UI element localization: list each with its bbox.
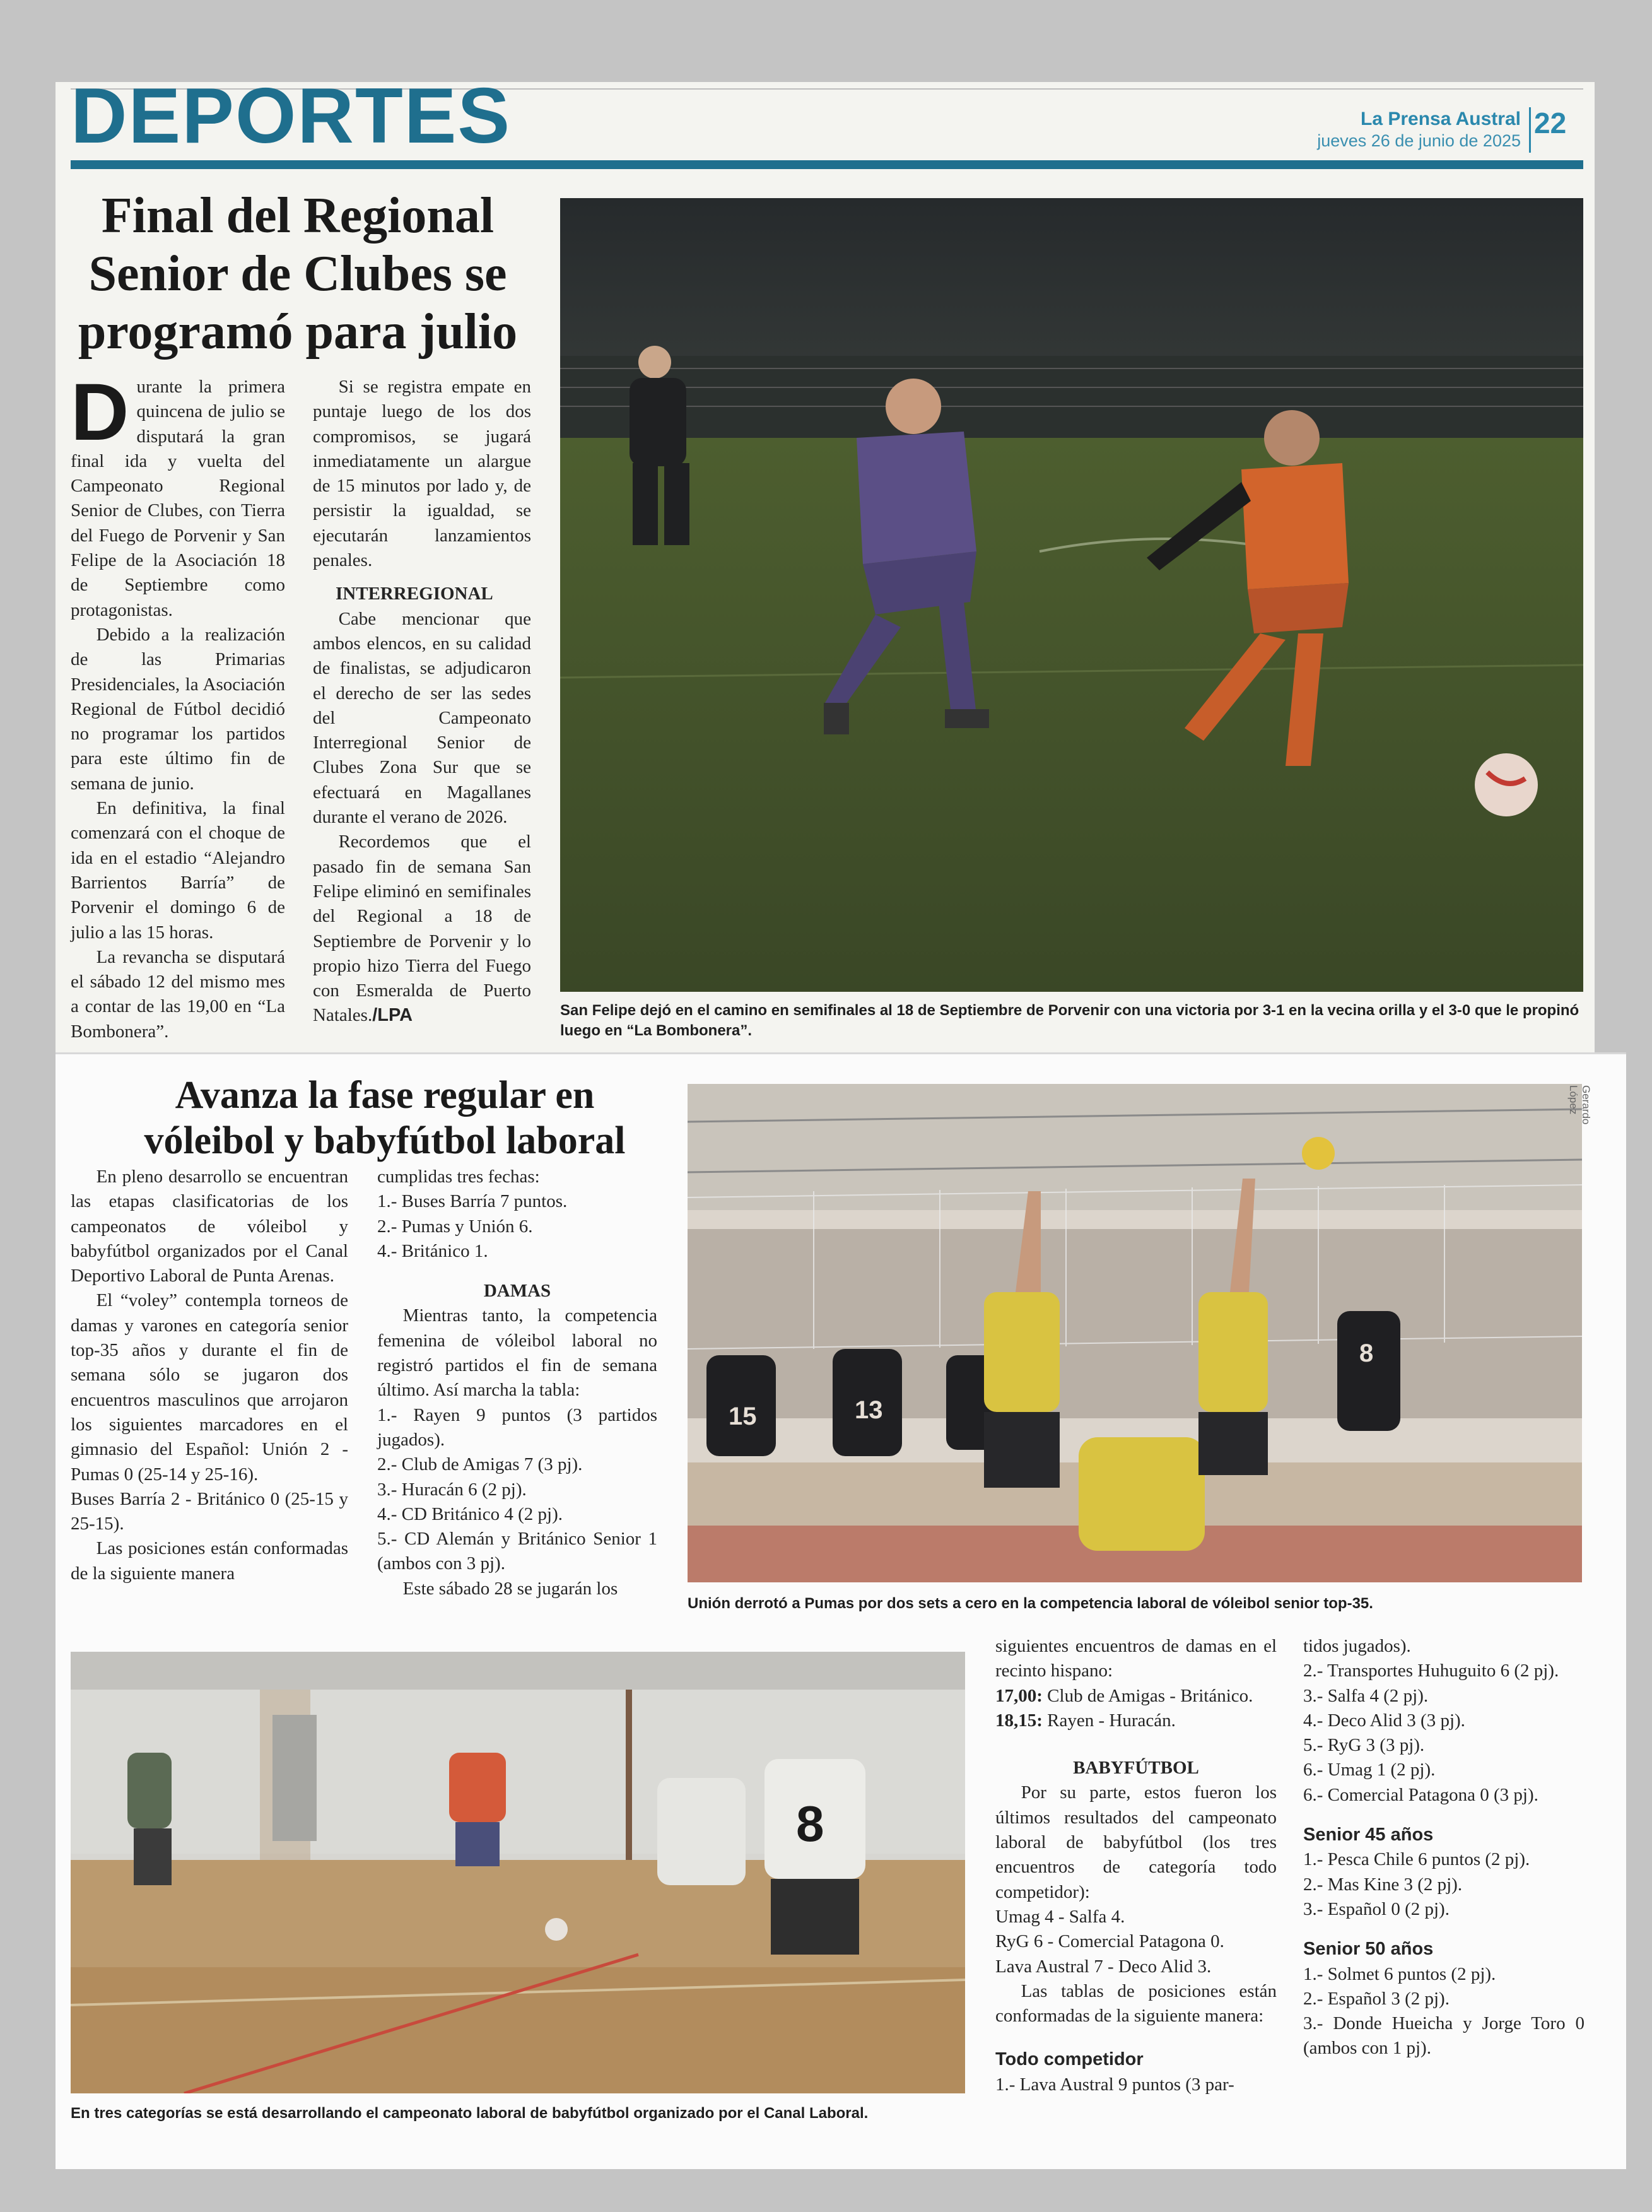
article2-paragraph: En pleno desarrollo se encuentran las etapas clasificatorias de los campeonatos de vóleibol y babyfútbol organizados por el Canal Deportivo Laboral de Punta Arenas. — [71, 1167, 348, 1286]
article2-column4 — [1303, 1634, 1585, 2061]
newspaper-name: La Prensa Austral — [1361, 109, 1521, 129]
article2-paragraph: Por su parte, estos fueron los últimos resultados del campeonato laboral de babyfútbol (los tres encuentros de categoría todo competidor): — [995, 1782, 1277, 1902]
futsal-photo — [71, 1652, 965, 2093]
article1-column1 — [71, 367, 285, 1044]
standings-item: 2.- Transportes Huhuguito 6 (2 pj). — [1303, 1661, 1559, 1681]
article2-paragraph: Las posiciones están conformadas de la siguiente manera — [71, 1538, 348, 1584]
standings-item: 1.- Buses Barría 7 puntos. — [377, 1191, 568, 1212]
article2-column3 — [995, 1634, 1277, 2097]
category-heading: Senior 50 años — [1303, 1939, 1434, 1960]
author-signature: /LPA — [372, 1005, 413, 1026]
futsal-caption: En tres categorías se está desarrollando el campeonato laboral de babyfútbol organizado por el Canal Laboral. — [71, 2105, 869, 2122]
fixture-item — [995, 1684, 1277, 1709]
article2-column1 — [71, 1165, 348, 1586]
standings-item: 3.- Donde Hueicha y Jorge Toro 0 (ambos con 1 pj). — [1303, 2013, 1585, 2059]
result-item: Umag 4 - Salfa 4. — [995, 1906, 1125, 1927]
headline-line: vóleibol y babyfútbol laboral — [144, 1119, 626, 1162]
standings-item: 3.- Huracán 6 (2 pj). — [377, 1479, 527, 1500]
standings-item: 2.- Club de Amigas 7 (3 pj). — [377, 1454, 583, 1475]
result-item: RyG 6 - Comercial Patagona 0. — [995, 1931, 1224, 1952]
article1-paragraph: En definitiva, la final comenzará con el choque de ida en el estadio “Alejandro Barrientos Barría” de Porvenir el domingo 6 de julio a las 15 horas. — [71, 798, 285, 943]
article2-paragraph: Mientras tanto, la competencia femenina de vóleibol laboral no registró partidos el fin de semana último. Así marcha la tabla: — [377, 1305, 657, 1401]
standings-item: 5.- CD Alemán y Británico Senior 1 (ambos con 3 pj). — [377, 1529, 657, 1574]
soccer-photo — [560, 198, 1583, 992]
volleyball-caption: Unión derrotó a Pumas por dos sets a cero en la competencia laboral de vóleibol senior top-35. — [688, 1595, 1373, 1612]
standings-item: 2.- Mas Kine 3 (2 pj). — [1303, 1874, 1463, 1895]
standings-item: 1.- Rayen 9 puntos (3 partidos jugados). — [377, 1404, 657, 1450]
paragraph-text: Recordemos que el pasado fin de semana San Felipe eliminó en semifinales del Regional a 18 de Septiembre de Porvenir y lo propio hizo Tierra del Fuego con Esmeralda de Puerto Natales. — [313, 832, 531, 1026]
article1-paragraph: La revancha se disputará el sábado 12 del mismo mes a contar de las 19,00 en “La Bombonera”. — [71, 946, 285, 1042]
article2-column2 — [377, 1165, 657, 1601]
headline-line: Avanza la fase regular en — [175, 1074, 595, 1117]
fixture-item — [995, 1709, 1277, 1733]
article2-paragraph: Las tablas de posiciones están conformadas de la siguiente manera: — [995, 1980, 1277, 2027]
article1-subhead: INTERREGIONAL — [336, 584, 493, 604]
fixture-match: Rayen - Huracán. — [1047, 1710, 1176, 1731]
article1-paragraph: Debido a la realización de las Primarias Presidenciales, la Asociación Regional de Fútbol decidió no programar los partidos para este último fin de semana de junio. — [71, 624, 285, 794]
section-title: DEPORTES — [71, 73, 512, 160]
headline-line: programó para julio — [78, 304, 518, 360]
standings-item: 4.- CD Británico 4 (2 pj). — [377, 1503, 563, 1524]
article1-paragraph — [71, 367, 285, 623]
standings-item: 3.- Español 0 (2 pj). — [1303, 1898, 1450, 1919]
svg-text:8: 8 — [796, 1796, 824, 1852]
standings-item: 2.- Español 3 (2 pj). — [1303, 1988, 1450, 2009]
babyfutbol-subhead: BABYFÚTBOL — [1073, 1758, 1199, 1779]
article2-paragraph: El “voley” contempla torneos de damas y varones en categoría senior top-35 años y durante el fin de semana sólo se jugaron dos encuentros masculinos que arrojaron los siguientes marcadores en el gimnasio del Español: Unión 2 - Pumas 0 (25-14 y 25-16). — [71, 1290, 348, 1485]
article1-headline — [71, 187, 525, 361]
article1-paragraph: Cabe mencionar que ambos elencos, en su calidad de finalistas, se adjudicaron el derecho de ser las sedes del Campeonato Interregional Senior de Clubes Zona Sur que se efectuará en Magallanes durante el verano de 2026. — [313, 608, 531, 828]
standings-item: 3.- Salfa 4 (2 pj). — [1303, 1685, 1429, 1706]
result-item: Lava Austral 7 - Deco Alid 3. — [995, 1956, 1212, 1977]
standings-item: 6.- Umag 1 (2 pj). — [1303, 1760, 1436, 1780]
standings-item: 4.- Deco Alid 3 (3 pj). — [1303, 1710, 1465, 1731]
publication-date: jueves 26 de junio de 2025 — [1317, 131, 1521, 150]
article2-paragraph: cumplidas tres fechas: — [377, 1167, 540, 1187]
headline-line: Final del Regional — [101, 188, 495, 244]
photo-credit: Gerardo López — [1567, 1085, 1592, 1125]
svg-text:15: 15 — [729, 1403, 757, 1430]
article1-paragraph — [313, 830, 531, 1028]
header-rule — [71, 160, 1583, 169]
standings-item: 5.- RyG 3 (3 pj). — [1303, 1735, 1425, 1756]
standings-item: 2.- Pumas y Unión 6. — [377, 1216, 533, 1237]
standings-item: 1.- Lava Austral 9 puntos (3 par- — [995, 2074, 1234, 2095]
category-heading: Senior 45 años — [1303, 1825, 1434, 1845]
headline-line: Senior de Clubes se — [88, 246, 507, 302]
standings-item: 1.- Pesca Chile 6 puntos (2 pj). — [1303, 1849, 1530, 1870]
svg-text:13: 13 — [855, 1396, 883, 1424]
fixture-time: 18,15: — [995, 1710, 1043, 1731]
standings-item: 6.- Comercial Patagona 0 (3 pj). — [1303, 1784, 1538, 1805]
category-heading: Todo competidor — [995, 2049, 1144, 2070]
article2-paragraph: Buses Barría 2 - Británico 0 (25-15 y 25-15). — [71, 1488, 348, 1534]
svg-text:8: 8 — [1359, 1339, 1374, 1367]
standings-item: tidos jugados). — [1303, 1636, 1411, 1656]
article1-column2 — [313, 375, 531, 1028]
header-divider — [1529, 107, 1531, 153]
fixture-time: 17,00: — [995, 1685, 1043, 1706]
article2-paragraph: Este sábado 28 se jugarán los — [402, 1578, 618, 1599]
fixture-match: Club de Amigas - Británico. — [1047, 1685, 1253, 1706]
volleyball-photo — [688, 1084, 1582, 1582]
article1-paragraph: Si se registra empate en puntaje luego de los dos compromisos, se jugará inmediatamente un alargue de 15 minutos por lado y, de persistir la igualdad, se ejecutarán lanzamientos penales. — [313, 377, 531, 571]
article2-headline — [101, 1073, 669, 1163]
soccer-caption: San Felipe dejó en el camino en semifinales al 18 de Septiembre de Porvenir con una victoria por 3-1 en la vecina orilla y el 3-0 que le propinó luego en “La Bombonera”. — [560, 1002, 1579, 1039]
standings-item: 1.- Solmet 6 puntos (2 pj). — [1303, 1963, 1496, 1984]
damas-subhead: DAMAS — [483, 1281, 551, 1302]
drop-cap: D — [71, 367, 129, 457]
page-seam — [56, 1052, 1626, 1054]
paragraph-text: urante la primera quincena de julio se disputará la gran final ida y vuelta del Campeonato Regional Senior de Clubes, con Tierra del Fuego de Porvenir y San Felipe de la Asociación 18 de Septiembre como protagonistas. — [71, 377, 285, 620]
article2-paragraph: siguientes encuentros de damas en el recinto hispano: — [995, 1636, 1277, 1681]
standings-item: 4.- Británico 1. — [377, 1240, 488, 1261]
page-number: 22 — [1534, 107, 1567, 139]
